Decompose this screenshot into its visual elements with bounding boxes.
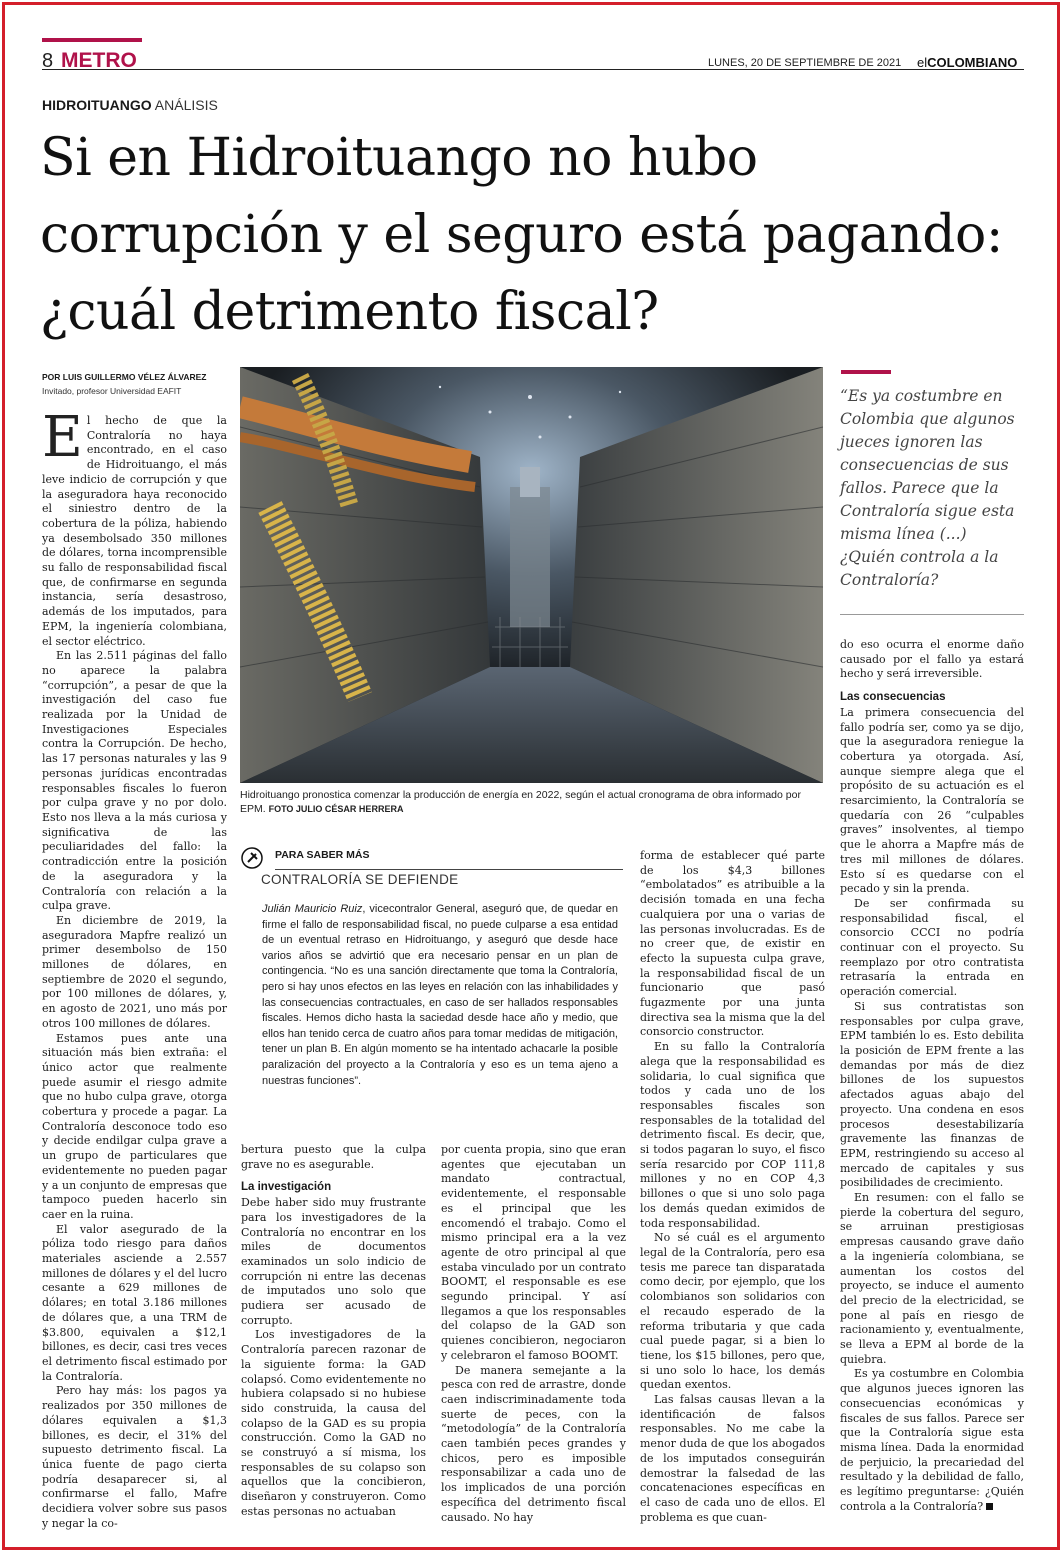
paragraph: No sé cuál es el argumento legal de la Contraloría, pero esa tesis me parece tan disparatada como decir, por ejemplo, que los colombianos son solidarios con el recaudo esperado de la reforma tributaria y que cada cual puede pagar, si a bien lo tiene, los $15 billones, pero que, si uno solo lo hace, los demás quedan exentos.: [640, 1231, 825, 1392]
paragraph: forma de establecer qué parte de los $4,3 billones “embolatados” es atribuible a la decisión tomada en una fecha cualquiera por una o varias de las personas involucradas. Es de no creer que, de existir en efecto la supuesta culpa grave, la responsabilidad fiscal de un funcionario que pasó fugazmente por una junta directiva sea la misma que la del consorcio constructor.: [640, 849, 825, 1039]
paragraph-text: Es ya costumbre en Colombia que algunos jueces ignoren las consecuencias económicas y fiscales de sus fallos. Parece ser que la Contraloría sigue esta misma línea. Dada la enormidad de perjuicio, la precariedad del resultado y la debilidad de fallo, es legítimo preguntarse: ¿Quién controla a la Contraloría?: [840, 1367, 1024, 1513]
paragraph: bertura puesto que la culpa grave no es asegurable.: [241, 1143, 426, 1171]
paragraph: Estamos pues ante una situación más bien extraña: el único actor que realmente puede asumir el riesgo admite que no hubo culpa grave, otorga cobertura y procede a pagar. La Contraloría desconoce todo eso y decide endilgar culpa grave a un grupo de particulares que evidentemente no pueden pagar y a un conjunto de empresas que tampoco pueden hacerlo sin caer en la ruina.: [42, 1031, 227, 1221]
dropcap: E: [42, 405, 83, 470]
paragraph: [840, 1367, 1024, 1514]
pullquote-accent: [841, 370, 891, 374]
photo-credit: FOTO JULIO CÉSAR HERRERA: [268, 804, 404, 814]
paragraph: Pero hay más: los pagos ya realizados por 350 millones de dólares equivalen a $1,3 billones, es decir, el 31% del supuesto detrimento fiscal. La única fuente de pago cierta podría desaparecer si, al confirmarse el fallo, Mafre decidiera volver sobre sus pasos y negar la co-: [42, 1384, 227, 1530]
paragraph: Debe haber sido muy frustrante para los investigadores de la Contraloría no encontrar en los miles de documentos examinados un solo indicio de corrupción ni entre las decenas de imputados uno solo que pudiera ser acusado de corrupto.: [241, 1196, 426, 1327]
page-number: 8: [42, 50, 54, 72]
pullquote-rule: [840, 614, 1024, 615]
article-column-3: [441, 1143, 626, 1525]
paragraph-text: l hecho de que la Contraloría no haya encontrado, en el caso de Hidroituango, el más leve indicio de corrupción y que la aseguradora haya reconocido el siniestro dentro de la cobertura de la póliza, habiendo ya desembolsado 350 millones de dólares, torna incomprensible su fallo de responsabilidad fiscal que, de confirmarse en segunda instancia, sería desastroso, además de los imputados, para EPM, la ingeniería colombiana, el sector eléctrico.: [42, 414, 227, 648]
article-photo: [240, 367, 823, 783]
headline: Si en Hidroituango no hubo corrupción y el seguro está pagando: ¿cuál detrimento fiscal?: [40, 128, 1003, 342]
article-column-5: [840, 638, 1024, 1514]
byline-role: Invitado, profesor Universidad EAFIT: [42, 386, 182, 396]
paragraph: El valor asegurado de la póliza todo riesgo para daños materiales asciende a 2.557 millones de dólares y el del lucro cesante a 629 millones de dólares; en total 3.186 millones de dólares que, a una TRM de $3.800, equivalen a $12,1 billones, es decir, casi tres veces el detrimento fiscal estimado por la Contraloría.: [42, 1222, 227, 1383]
powerhouse-cavern-image: [240, 367, 823, 783]
subheading: Las consecuencias: [840, 691, 946, 704]
sidebar-body: [262, 902, 618, 1089]
masthead-logo: [917, 55, 1017, 70]
pullquote: “Es ya costumbre en Colombia que algunos jueces ignoren las consecuencias de sus fallos. Parece que la Contraloría sigue esta misma línea (...) ¿Quién controla a la Contraloría?: [840, 387, 1015, 589]
caption-text: Hidroituango pronostica comenzar la producción de energía en 2022, según el actual cronograma de obra informado por EPM.: [240, 789, 801, 815]
paragraph: En diciembre de 2019, la aseguradora Mapfre realizó un primer desembolso de 150 millones de dólares, en septiembre de 2020 el segundo, por 100 millones de dólares, y, en agosto de 2021, uno más por otros 100 millones de dólares.: [42, 913, 227, 1030]
masthead-name: COLOMBIANO: [927, 55, 1018, 70]
byline-author: POR LUIS GUILLERMO VÉLEZ ÁLVAREZ: [42, 372, 207, 382]
paragraph: por cuenta propia, sino que eran agentes que ejecutaban un mandato contractual, evidentemente, el responsable es el principal que les encomendó el trabajo. Como el mismo principal era a la vez agente de otro principal al que estaba vinculado por un contrato BOOMT, el responsable es ese segundo principal. Y así llegamos a que los responsables del colapso de la GAD son quienes concibieron, negociaron y celebraron el famoso BOOMT.: [441, 1143, 626, 1362]
sidebar-person: Julián Mauricio Ruiz: [262, 903, 363, 915]
paragraph: De manera semejante a la pesca con red de arrastre, donde caen indiscriminadamente toda suerte de peces, con la “metodología” de la Contraloría caen también peces grandes y chicos, pero es imposible responsabilizar a cada uno de los implicados de una porción específica del detrimento fiscal causado. No hay: [441, 1363, 626, 1524]
kicker-topic: HIDROITUANGO: [42, 97, 152, 113]
subheading: La investigación: [241, 1181, 332, 1194]
paragraph: De ser confirmada su responsabilidad fiscal, el consorcio CCCI no podría continuar con el proyecto. Su reemplazo por otro contratista retrasaría la entrada en operación comercial.: [840, 896, 1024, 999]
paragraph: Si sus contratistas son responsables por culpa grave, EPM también lo es. Esto debilita la posición de EPM frente a las demandas por más de diez billones de los supuestos afectados aguas abajo del proyecto. Una condena en esos procesos desestabilizaría gravemente las finanzas de EPM, restringiendo su acceso al mercado de capitales y sus posibilidades de crecimiento.: [840, 999, 1024, 1190]
article-column-4: [640, 849, 825, 1525]
paragraph: En resumen: con el fallo se pierde la cobertura del seguro, se arruinan prestigiosas empresas causando grave daño a la ingeniería colombiana, se aumentan los costos del proyecto, se induce el aumento del precio de la electricidad, se pone al país en riesgo de racionamiento y, eventualmente, se lleva a EPM al borde de la quiebra.: [840, 1191, 1024, 1366]
sidebar-text: , vicecontralor General, aseguró que, de quedar en firme el fallo de responsabilidad fiscal, no puede culparse a esa entidad de un eventual retraso en Hidroituango, y aseguró que desde hace varios años se advirtió que era necesario pensar en un plan de contingencia. “No es una sanción directamente que toma la Contraloría, pero si hay unos efectos en las leyes en relación con las inhabilidades y las consecuencias contractuales, en caso de ser hallados responsables fiscales. Hemos dicho hasta la saciedad desde hace año y medio, que ellos han tenido cerca de cuatro años para tomar medidas de mitigación, tener un plan B. En algún momento se ha intentado achacarle la posible paralización del proyecto a la Contraloría y eso es un tema ajeno a nuestras funciones”.: [262, 903, 618, 1087]
sidebar-title: CONTRALORÍA SE DEFIENDE: [261, 872, 459, 887]
kicker: [42, 97, 218, 113]
kicker-type: ANÁLISIS: [154, 97, 218, 113]
paragraph: Los investigadores de la Contraloría parecen razonar de la siguiente forma: la GAD colapsó. Como evidentemente no hubiera colapsado si no hubiese sido construida, la causa del colapso de la GAD es su propia construcción. Como la GAD no se construyó a sí misma, los responsables de su colapso son aquellos que la concibieron, diseñaron y construyeron. Como estas personas no actuaban: [241, 1328, 426, 1518]
section-name: METRO: [61, 49, 137, 72]
article-column-1: [42, 405, 227, 1531]
paragraph: En su fallo la Contraloría alega que la responsabilidad es solidaria, lo cual significa que todos y cada uno de los responsables fiscales son responsables de la totalidad del detrimento fiscal. Es decir, que, si todos pagaran lo suyo, el fisco sería resarcido por COP 111,8 millones y no en COP 4,3 billones o que si uno solo paga los demás quedan eximidos de toda responsabilidad.: [640, 1040, 825, 1230]
issue-date: LUNES, 20 DE SEPTIEMBRE DE 2021: [708, 57, 902, 69]
paragraph: En las 2.511 páginas del fallo no aparece la palabra “corrupción”, a pesar de que la investigación del caso fue realizada por la Unidad de Investigaciones Especiales contra la Corrupción. De hecho, las 17 personas naturales y las 9 personas jurídicas encontradas responsables fiscales lo fueron por culpa grave y no por dolo. Esto nos lleva a la más curiosa y significativa de las peculiaridades del fallo: la contradicción entre la posición de la aseguradora y la Contraloría con relación a la culpa grave.: [42, 649, 227, 913]
pin-icon: [241, 847, 263, 873]
paragraph: La primera consecuencia del fallo podría ser, como ya se dijo, que la aseguradora reniegue la cobertura ya otorgada. Así, aunque siempre alega que el propósito de su actuación es el resarcimiento, la Contraloría se quedaría con 26 “culpables graves” insolventes, al tiempo que le ahorra a Mapfre más de tres mil millones de dólares. Esto sí es quedarse con el pecado y sin la prenda.: [840, 705, 1024, 896]
sidebar-rule: [275, 869, 623, 870]
masthead-prefix: el: [917, 55, 928, 70]
sidebar-label: PARA SABER MÁS: [275, 849, 370, 861]
paragraph: Las falsas causas llevan a la identificación de falsos responsables. No me cabe la menor duda de que los abogados de los imputados conseguirán demostrar la falsedad de las concatenaciones específicas en el caso de cada uno de ellos. El problema es que cuan-: [640, 1393, 825, 1524]
photo-caption: [240, 788, 823, 816]
article-column-2: [241, 1143, 426, 1520]
sidebar-header: [241, 844, 623, 892]
paragraph: [42, 405, 227, 649]
paragraph: do eso ocurra el enorme daño causado por el fallo ya estará hecho y será irreversible.: [840, 638, 1024, 681]
end-of-article-mark: [986, 1503, 993, 1510]
